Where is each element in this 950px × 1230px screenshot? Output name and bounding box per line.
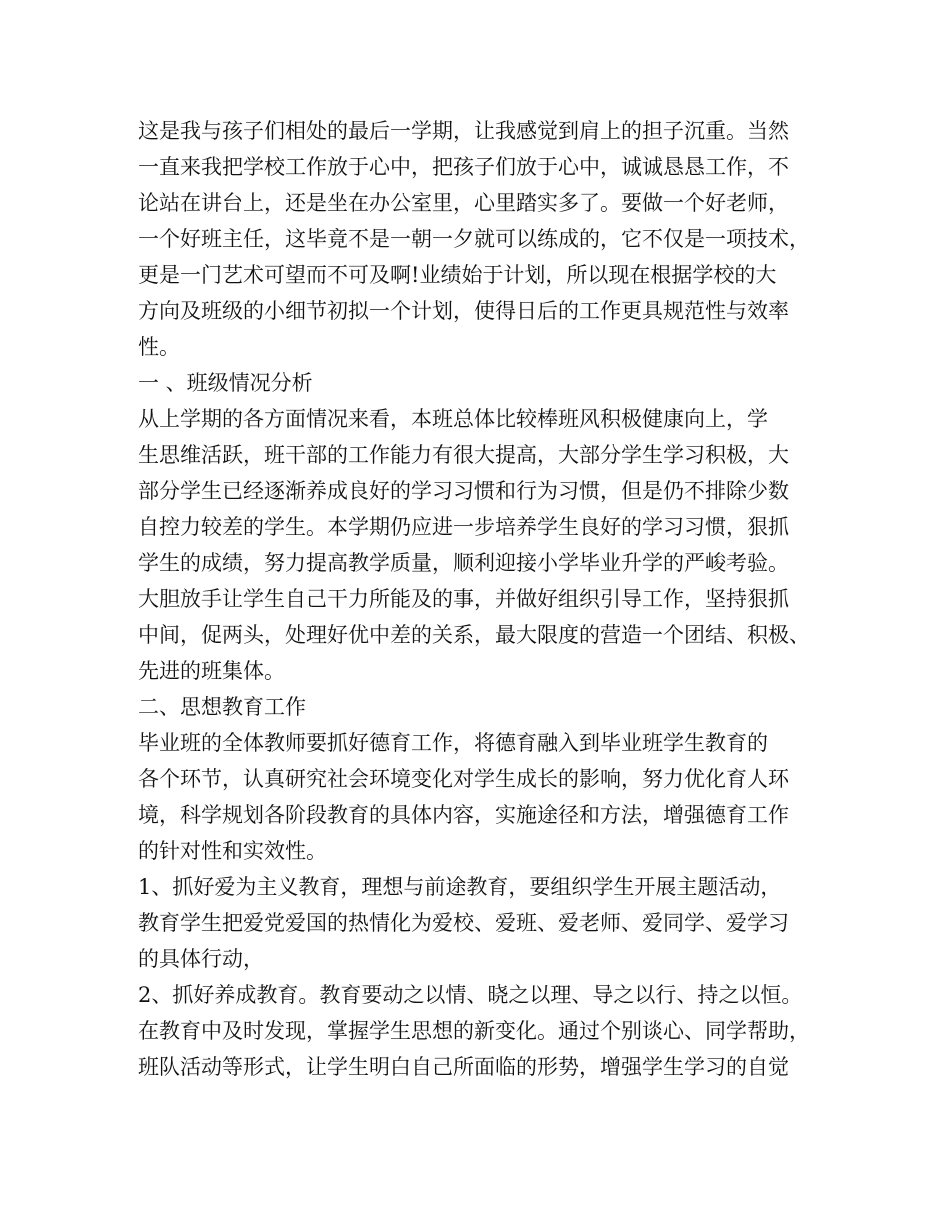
- text-line: 先进的班集体。: [138, 659, 285, 683]
- text-line: 大胆放手让学生自己干力所能及的事，并做好组织引导工作，坚持狠抓: [138, 587, 789, 611]
- text-line: 2、抓好养成教育。教育要动之以情、晓之以理、导之以行、持之以恒。: [138, 983, 803, 1007]
- text-line: 的具体行动，: [138, 947, 264, 971]
- text-line: 性。: [138, 335, 180, 359]
- text-line: 毕业班的全体教师要抓好德育工作，将德育融入到毕业班学生教育的: [138, 731, 768, 755]
- text-line: 论站在讲台上，还是坐在办公室里，心里踏实多了。要做一个好老师，: [138, 191, 789, 215]
- text-line: 这是我与孩子们相处的最后一学期，让我感觉到肩上的担子沉重。当然: [138, 119, 789, 143]
- text-line: 教育学生把爱党爱国的热情化为爱校、爱班、爱老师、爱同学、爱学习: [138, 911, 789, 935]
- text-line: 中间，促两头，处理好优中差的关系，最大限度的营造一个团结、积极、: [138, 623, 810, 647]
- text-line: 自控力较差的学生。本学期仍应进一步培养学生良好的学习习惯，狠抓: [138, 515, 789, 539]
- text-line: 生思维活跃，班干部的工作能力有很大提高，大部分学生学习积极，大: [138, 443, 789, 467]
- text-line: 班队活动等形式，让学生明白自己所面临的形势，增强学生学习的自觉: [138, 1055, 789, 1079]
- text-line: 各个环节，认真研究社会环境变化对学生成长的影响，努力优化育人环: [138, 767, 789, 791]
- text-line: 学生的成绩，努力提高教学质量，顺利迎接小学毕业升学的严峻考验。: [138, 551, 789, 575]
- text-line: 1、抓好爱为主义教育，理想与前途教育，要组织学生开展主题活动，: [138, 875, 782, 899]
- text-line: 从上学期的各方面情况来看，本班总体比较棒班风积极健康向上，学: [138, 407, 768, 431]
- text-line: 在教育中及时发现，掌握学生思想的新变化。通过个别谈心、同学帮助，: [138, 1019, 810, 1043]
- section-heading: 二、思想教育工作: [138, 695, 306, 719]
- text-line: 部分学生已经逐渐养成良好的学习习惯和行为习惯，但是仍不排除少数: [138, 479, 789, 503]
- text-line: 境，科学规划各阶段教育的具体内容，实施途径和方法，增强德育工作: [138, 803, 789, 827]
- text-line: 方向及班级的小细节初拟一个计划，使得日后的工作更具规范性与效率: [138, 299, 789, 323]
- text-line: 一直来我把学校工作放于心中，把孩子们放于心中，诚诚恳恳工作，不: [138, 155, 789, 179]
- text-line: 更是一门艺术可望而不可及啊!业绩始于计划，所以现在根据学校的大: [138, 263, 777, 287]
- text-line: 一个好班主任，这毕竟不是一朝一夕就可以练成的，它不仅是一项技术，: [138, 227, 810, 251]
- section-heading: 一 、班级情况分析: [138, 371, 313, 395]
- text-line: 的针对性和实效性。: [138, 839, 327, 863]
- document-body: [138, 113, 838, 1085]
